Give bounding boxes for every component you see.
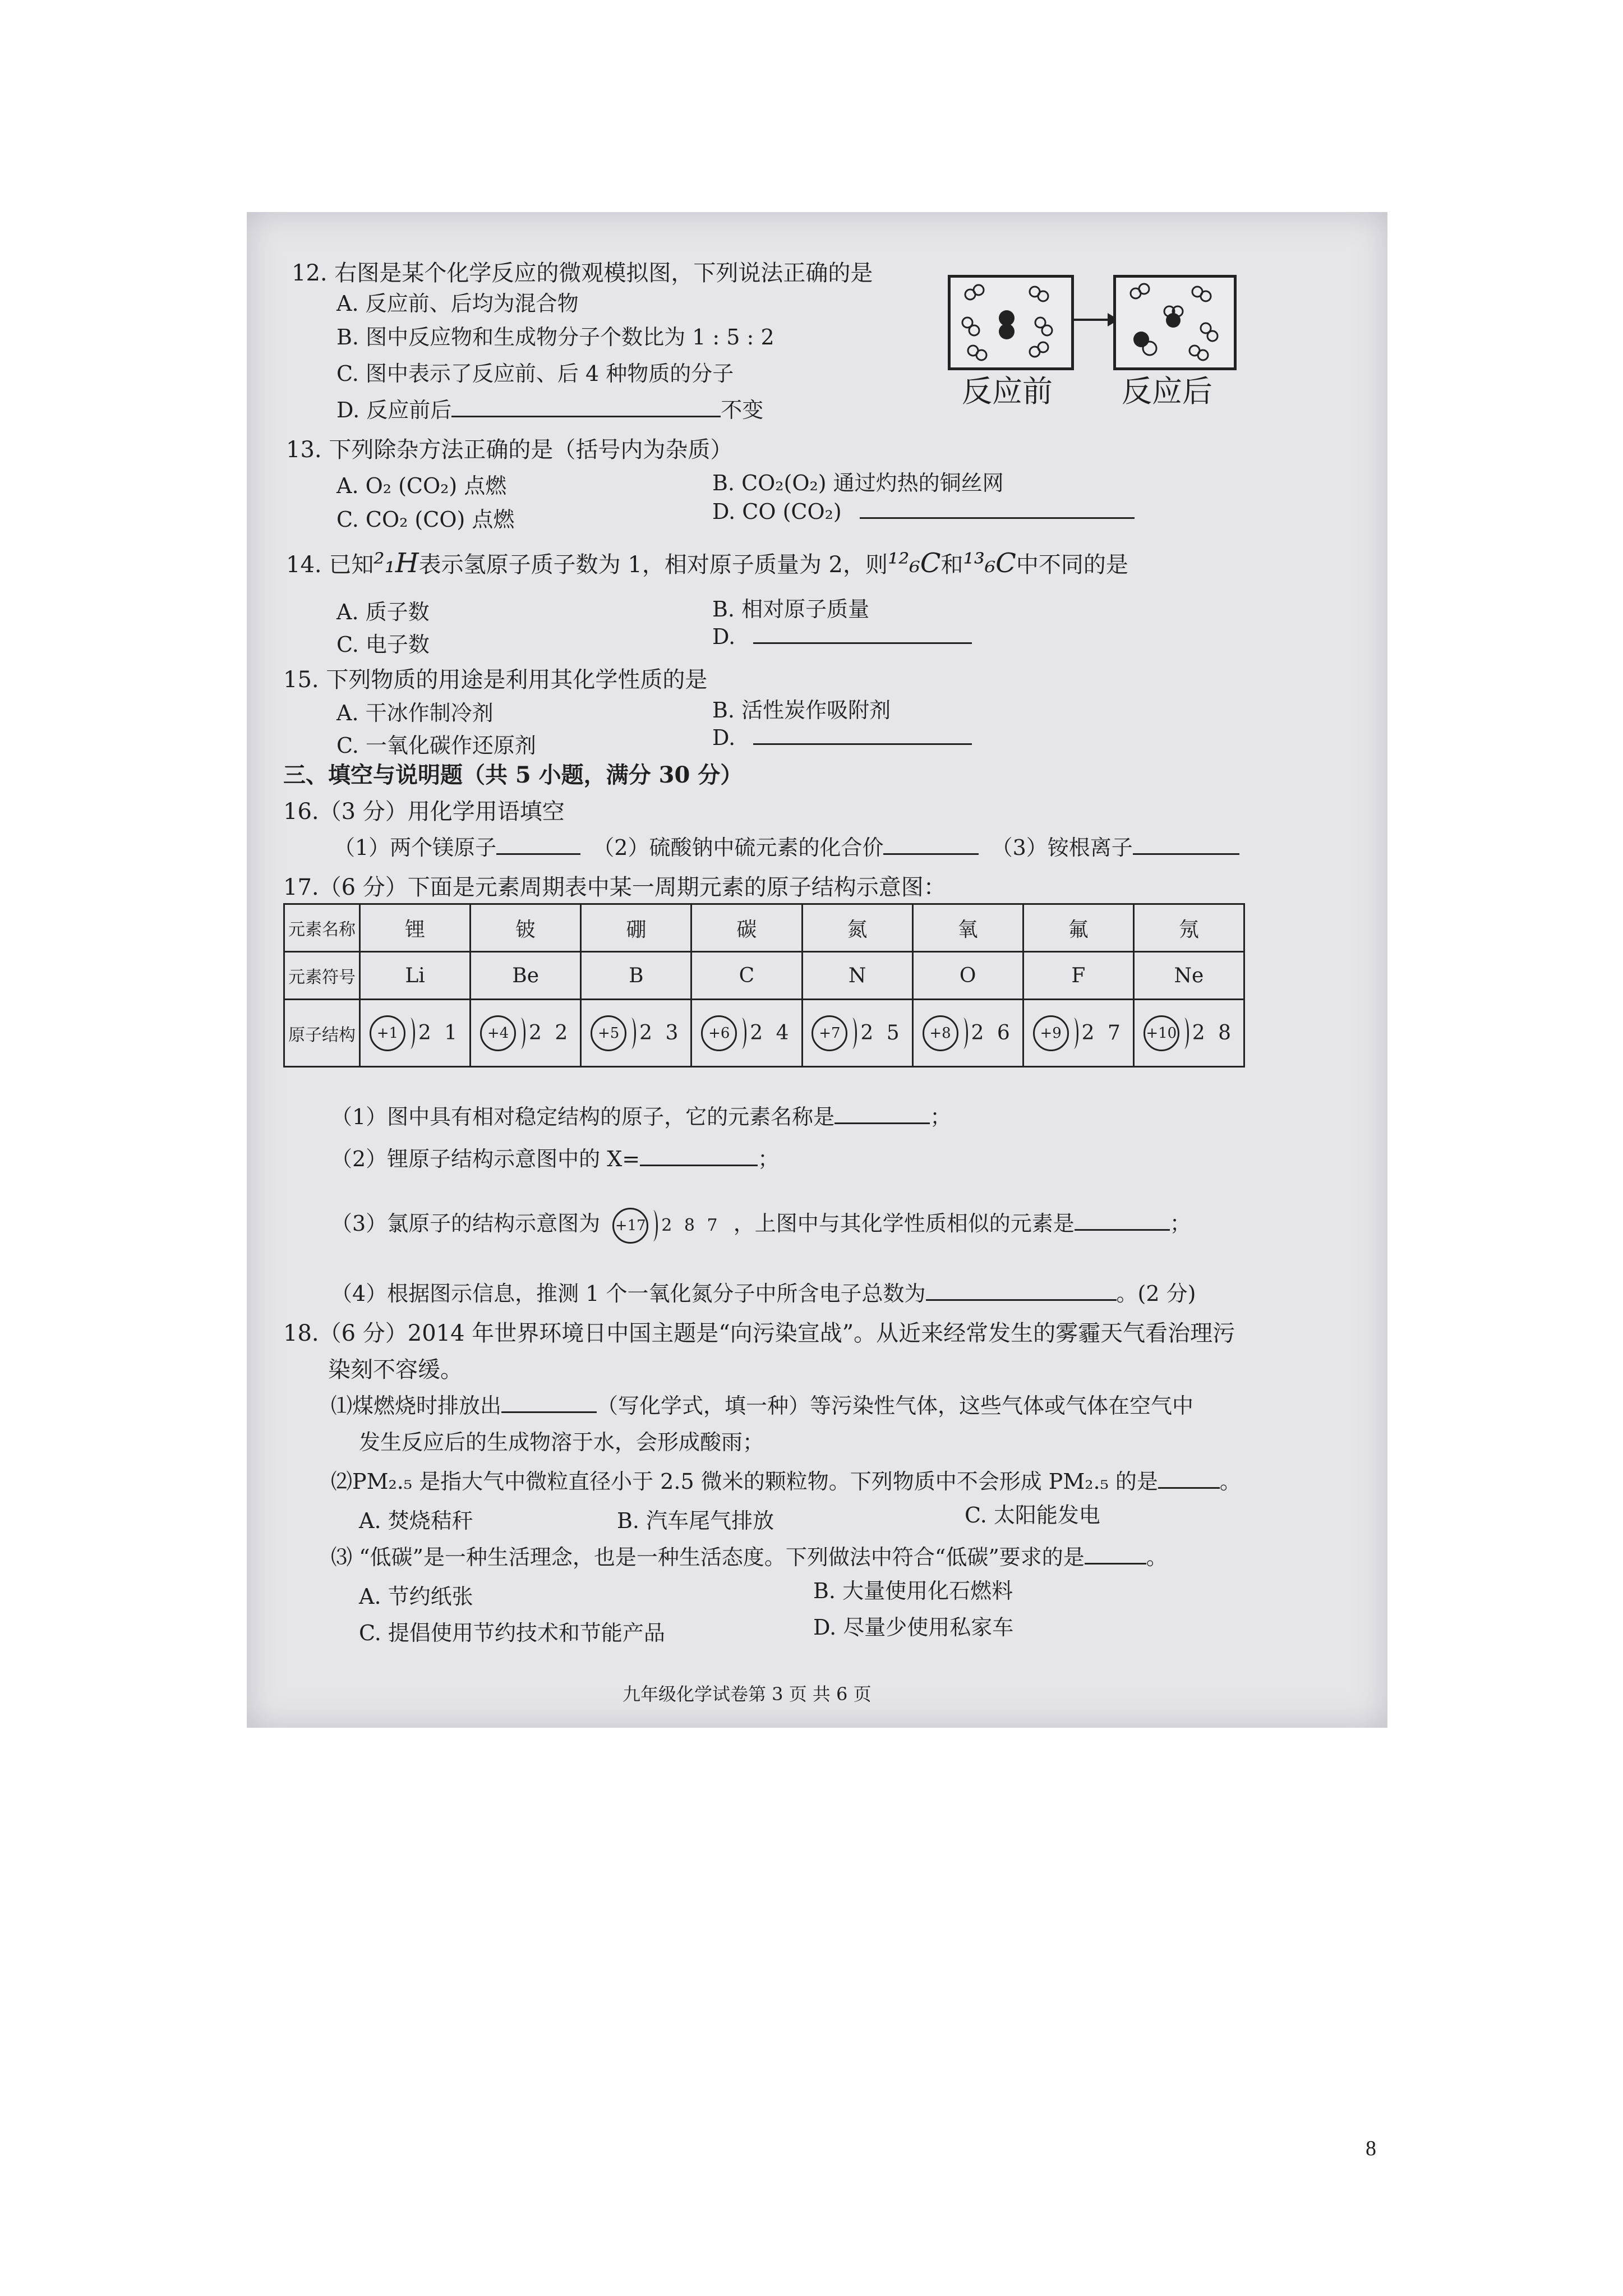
- q17-part4-text: （4）根据图示信息，推测 1 个一氧化氮分子中所含电子总数为: [331, 1281, 926, 1306]
- electron-shells: 2 1: [418, 1022, 461, 1045]
- q13-stem: 13. 下列除杂方法正确的是（括号内为杂质）: [286, 437, 733, 463]
- q12-option-d-end: 不变: [721, 398, 764, 422]
- q13-option-b: B. CO₂(O₂) 通过灼热的铜丝网: [712, 471, 1004, 495]
- q17-part1-text: （1）图中具有相对稳定结构的原子，它的元素名称是: [331, 1105, 835, 1129]
- row-header-name: 元素名称: [284, 904, 360, 952]
- atom-nucleus: +9: [1033, 1015, 1069, 1051]
- before-reaction-box: [948, 275, 1074, 370]
- q17-part2-text: （2）锂原子结构示意图中的 X=: [331, 1147, 640, 1171]
- q12-stem: 12. 右图是某个化学反应的微观模拟图，下列说法正确的是: [292, 260, 873, 286]
- element-name: 锂: [360, 904, 471, 952]
- isotope-h: ²₁H: [374, 547, 419, 579]
- q18-part3-text: ⑶ “低碳”是一种生活理念，也是一种生活态度。下列做法中符合“低碳”要求的是: [331, 1545, 1085, 1570]
- q13-option-d: [712, 499, 1135, 524]
- chlorine-structure: [612, 1208, 721, 1244]
- q13-option-a: A. O₂ (CO₂) 点燃: [336, 473, 507, 498]
- q18-stem-line-2: 染刻不容缓。: [328, 1357, 463, 1383]
- electron-shells: 2 6: [971, 1022, 1013, 1045]
- q18-stem-line-1: 18.（6 分）2014 年世界环境日中国主题是“向污染宣战”。从近来经常发生的雾霾天气看治理污: [283, 1320, 1235, 1346]
- element-symbol: Be: [471, 952, 581, 1000]
- q17-stem: 17.（6 分）下面是元素周期表中某一周期元素的原子结构示意图：: [283, 875, 946, 900]
- q18-blank-3[interactable]: [1085, 1563, 1146, 1565]
- element-symbol: B: [581, 952, 691, 1000]
- periodic-structure-table: [283, 903, 1245, 1068]
- q12-option-a: A. 反应前、后均为混合物: [336, 291, 579, 316]
- q18-part2-end: 。: [1219, 1469, 1241, 1494]
- q13-option-c: C. CO₂ (CO) 点燃: [336, 507, 515, 532]
- q17-part4: [331, 1276, 1196, 1307]
- q17-part4-end: 。(2 分): [1116, 1281, 1196, 1306]
- q17-part1-end: ；: [930, 1105, 952, 1129]
- q18-part1-line-2: 发生反应后的生成物溶于水，会形成酸雨；: [359, 1430, 764, 1455]
- q17-part3-text: （3）氯原子的结构示意图为: [331, 1211, 601, 1236]
- electron-shells: 2 3: [639, 1022, 682, 1045]
- q12-option-d-text: D. 反应前后: [336, 398, 452, 422]
- q15-stem: 15. 下列物质的用途是利用其化学性质的是: [283, 667, 708, 693]
- atom-nucleus: +8: [923, 1015, 958, 1051]
- q14-option-b: B. 相对原子质量: [712, 597, 870, 622]
- electron-shells: 2 5: [860, 1022, 903, 1045]
- q12-option-d: [336, 393, 763, 424]
- atom-structure: [1023, 1000, 1133, 1067]
- q14-stem-middle: 表示氢原子质子数为 1，相对原子质量为 2，则: [418, 552, 888, 578]
- q17-part2-end: ；: [758, 1147, 780, 1171]
- atom-structure: [360, 1000, 471, 1067]
- q18-part1: [331, 1388, 1193, 1419]
- atom-nucleus: +7: [811, 1015, 847, 1051]
- q18-part1-text: ⑴煤燃烧时排放出: [331, 1393, 502, 1418]
- element-name: 氖: [1133, 904, 1244, 952]
- q16-blank-1[interactable]: [496, 853, 580, 855]
- element-symbol: Li: [360, 952, 471, 1000]
- after-label: 反应后: [1122, 374, 1212, 409]
- q18-blank-1[interactable]: [501, 1411, 597, 1413]
- row-header-structure: 原子结构: [284, 1000, 360, 1067]
- q15-option-d-text: D.: [712, 725, 736, 750]
- q18-part2-option-c: C. 太阳能发电: [965, 1503, 1100, 1527]
- q17-part1: [331, 1099, 951, 1130]
- q18-part2-option-b: B. 汽车尾气排放: [617, 1508, 774, 1533]
- atom-nucleus: +5: [591, 1015, 626, 1051]
- q14-stem-start: 14. 已知: [286, 552, 374, 578]
- q14-option-d: [712, 624, 972, 649]
- chlorine-shells: 2 8 7: [661, 1216, 721, 1235]
- atom-structure: [802, 1000, 912, 1067]
- q12-option-c: C. 图中表示了反应前、后 4 种物质的分子: [336, 361, 734, 386]
- q17-part3-middle: ，上图中与其化学性质相似的元素是: [733, 1211, 1075, 1236]
- atom-structure: [912, 1000, 1023, 1067]
- q16-part3: （3）铵根离子: [991, 835, 1133, 860]
- q16-stem: 16.（3 分）用化学用语填空: [283, 799, 565, 825]
- q18-part3-option-b: B. 大量使用化石燃料: [813, 1579, 1013, 1603]
- chlorine-nucleus: +17: [612, 1208, 648, 1244]
- element-name: 氟: [1023, 904, 1133, 952]
- q17-part2: [331, 1142, 779, 1172]
- atom-nucleus: +6: [701, 1015, 737, 1051]
- q14-option-c: C. 电子数: [336, 632, 430, 657]
- q18-part1-text-2: （写化学式，填一种）等污染性气体，这些气体或气体在空气中: [597, 1393, 1194, 1418]
- q17-blank-4[interactable]: [926, 1299, 1117, 1301]
- q18-part3: [331, 1540, 1168, 1571]
- atom-structure: [581, 1000, 691, 1067]
- q13-blank[interactable]: [860, 517, 1135, 519]
- atom-structure: [1133, 1000, 1244, 1067]
- q15-option-b: B. 活性炭作吸附剂: [712, 698, 891, 723]
- element-symbol: Ne: [1133, 952, 1244, 1000]
- q17-blank-2[interactable]: [640, 1165, 758, 1166]
- q15-option-a: A. 干冰作制冷剂: [336, 701, 494, 725]
- electron-shells: 2 4: [750, 1022, 792, 1045]
- q18-part2-option-a: A. 焚烧秸秆: [359, 1508, 473, 1533]
- q16-blank-2[interactable]: [883, 853, 979, 855]
- before-label: 反应前: [962, 374, 1053, 409]
- q18-part3-end: 。: [1146, 1545, 1168, 1570]
- molecule-after-diagram: [1116, 278, 1234, 367]
- q12-option-b: B. 图中反应物和生成物分子个数比为 1 : 5 : 2: [336, 325, 774, 349]
- q14-stem-end: 中不同的是: [1016, 552, 1128, 578]
- atom-nucleus: +4: [480, 1015, 516, 1051]
- q18-part2: [331, 1464, 1241, 1495]
- q15-option-d: [712, 725, 972, 750]
- element-name: 铍: [471, 904, 581, 952]
- atom-structure: [691, 1000, 802, 1067]
- element-name: 氮: [802, 904, 912, 952]
- row-header-symbol: 元素符号: [284, 952, 360, 1000]
- element-symbol: C: [691, 952, 802, 1000]
- q14-and: 和: [940, 552, 963, 578]
- element-name: 氧: [912, 904, 1023, 952]
- q17-part3-end: ；: [1169, 1211, 1191, 1236]
- atom-nucleus: +10: [1144, 1015, 1179, 1051]
- element-name: 碳: [691, 904, 802, 952]
- element-name: 硼: [581, 904, 691, 952]
- electron-shells: 2 7: [1081, 1022, 1124, 1045]
- q16-blank-3[interactable]: [1133, 853, 1239, 855]
- q18-part2-text: ⑵PM₂.₅ 是指大气中微粒直径小于 2.5 微米的颗粒物。下列物质中不会形成 PM₂.₅ 的是: [331, 1469, 1158, 1494]
- page-number: 8: [1366, 2137, 1376, 2160]
- q18-part3-option-d: D. 尽量少使用私家车: [813, 1615, 1014, 1640]
- q14-option-a: A. 质子数: [336, 600, 430, 624]
- q12-blank[interactable]: [451, 416, 721, 417]
- electron-shells: 2 2: [529, 1022, 571, 1045]
- q17-part3: [331, 1206, 1191, 1244]
- exam-footer: 九年级化学试卷第 3 页 共 6 页: [623, 1683, 872, 1705]
- atom-nucleus: +1: [370, 1015, 405, 1051]
- isotope-c13: ¹³₆C: [963, 547, 1016, 579]
- q17-blank-1[interactable]: [834, 1122, 930, 1124]
- q13-option-d-text: D. CO (CO₂): [712, 499, 842, 524]
- section-3-heading: 三、填空与说明题（共 5 小题，满分 30 分）: [283, 762, 743, 788]
- q18-part3-option-c: C. 提倡使用节约技术和节能产品: [359, 1621, 665, 1645]
- q14-stem: [286, 547, 1128, 579]
- q14-blank[interactable]: [753, 642, 972, 644]
- q18-part3-option-a: A. 节约纸张: [359, 1584, 473, 1609]
- q14-option-d-text: D.: [712, 624, 736, 649]
- element-symbol: F: [1023, 952, 1133, 1000]
- electron-shells: 2 8: [1192, 1022, 1235, 1045]
- q16-part1: （1）两个镁原子: [334, 835, 497, 860]
- q17-blank-3[interactable]: [1075, 1229, 1170, 1231]
- q15-blank[interactable]: [753, 743, 972, 745]
- isotope-c12: ¹²₆C: [888, 547, 941, 579]
- element-symbol: O: [912, 952, 1023, 1000]
- q18-blank-2[interactable]: [1158, 1487, 1220, 1489]
- reaction-arrow: [1071, 319, 1110, 321]
- after-reaction-box: [1113, 275, 1237, 370]
- molecule-before-diagram: [951, 278, 1071, 367]
- q15-option-c: C. 一氧化碳作还原剂: [336, 733, 536, 758]
- element-symbol: N: [802, 952, 912, 1000]
- q16-parts: [334, 830, 1239, 861]
- atom-structure: [471, 1000, 581, 1067]
- q16-part2: （2）硫酸钠中硫元素的化合价: [593, 835, 884, 860]
